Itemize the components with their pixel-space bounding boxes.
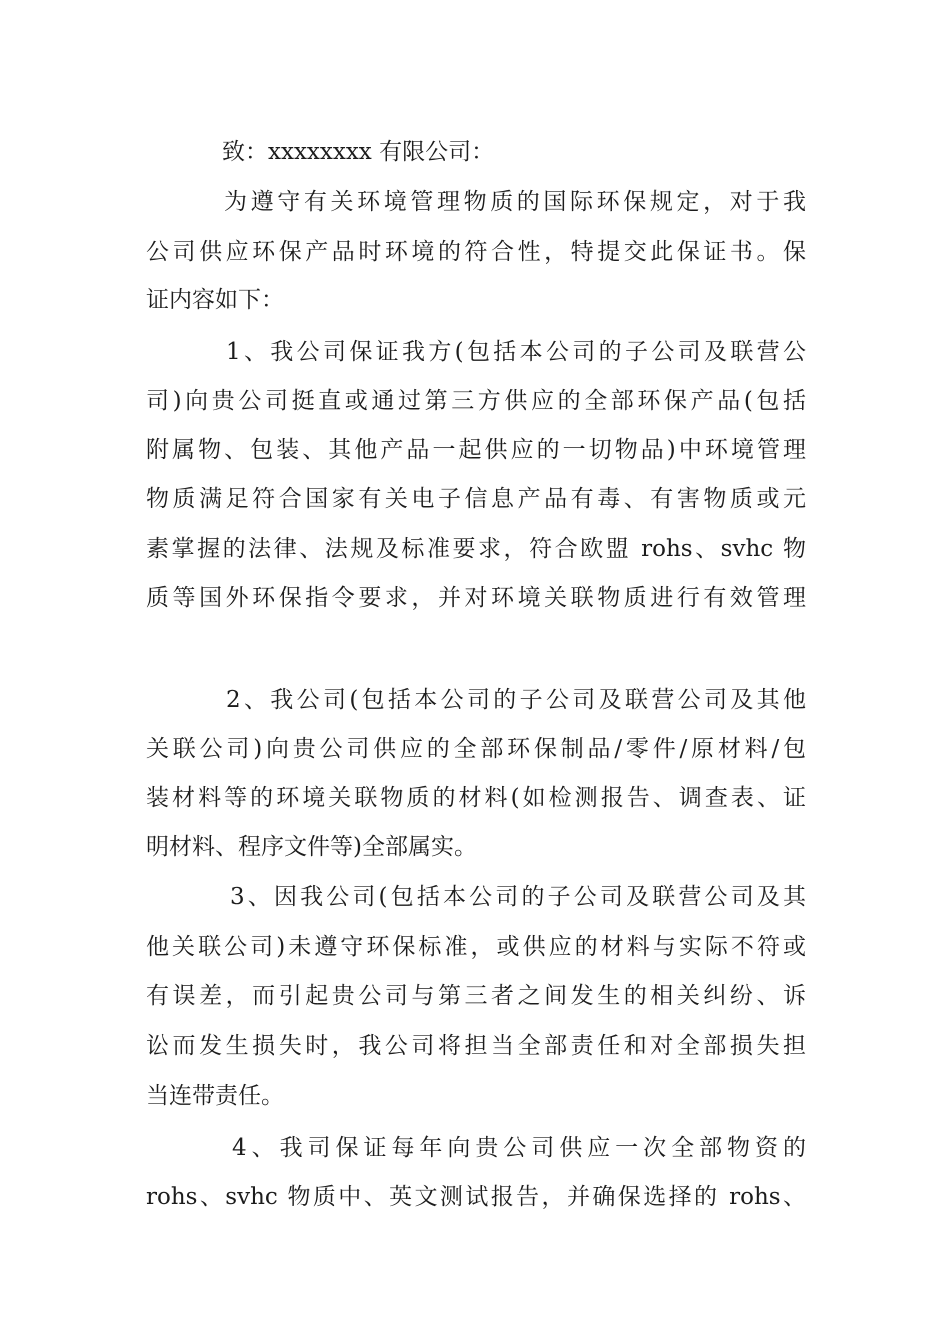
item3-line-5: 当连带责任。 xyxy=(146,1083,284,1109)
item1-line-1: 1、我公司保证我方(包括本公司的子公司及联营公 xyxy=(226,339,806,365)
item3-line-1: 3、因我公司(包括本公司的子公司及联营公司及其 xyxy=(230,884,806,910)
item2-line-1: 2、我公司(包括本公司的子公司及联营公司及其他 xyxy=(226,687,806,713)
item2-line-2: 关联公司)向贵公司供应的全部环保制品/零件/原材料/包 xyxy=(146,736,806,762)
item3-line-2: 他关联公司)未遵守环保标准，或供应的材料与实际不符或 xyxy=(146,934,806,960)
item1-line-4: 物质满足符合国家有关电子信息产品有毒、有害物质或元 xyxy=(146,486,806,512)
intro-line-1: 为遵守有关环境管理物质的国际环保规定，对于我 xyxy=(224,189,806,215)
item1-line-6: 质等国外环保指令要求，并对环境关联物质进行有效管理 xyxy=(146,585,806,611)
item1-line-2: 司)向贵公司挺直或通过第三方供应的全部环保产品(包括 xyxy=(146,388,806,414)
item3-line-3: 有误差，而引起贵公司与第三者之间发生的相关纠纷、诉 xyxy=(146,983,806,1009)
intro-line-2: 公司供应环保产品时环境的符合性，特提交此保证书。保 xyxy=(146,239,806,265)
intro-line-3: 证内容如下： xyxy=(146,287,284,313)
item4-line-1: 4、我司保证每年向贵公司供应一次全部物资的 xyxy=(232,1135,806,1161)
item1-line-3: 附属物、包装、其他产品一起供应的一切物品)中环境管理 xyxy=(146,437,806,463)
item4-line-2: rohs、svhc 物质中、英文测试报告，并确保选择的 rohs、 xyxy=(146,1184,806,1210)
item3-line-4: 讼而发生损失时，我公司将担当全部责任和对全部损失担 xyxy=(146,1033,806,1059)
item2-line-4: 明材料、程序文件等)全部属实。 xyxy=(146,834,477,860)
greeting-line: 致：xxxxxxxx 有限公司： xyxy=(222,139,495,165)
item2-line-3: 装材料等的环境关联物质的材料(如检测报告、调查表、证 xyxy=(146,785,806,811)
item1-line-5: 素掌握的法律、法规及标准要求，符合欧盟 rohs、svhc 物 xyxy=(146,536,806,562)
